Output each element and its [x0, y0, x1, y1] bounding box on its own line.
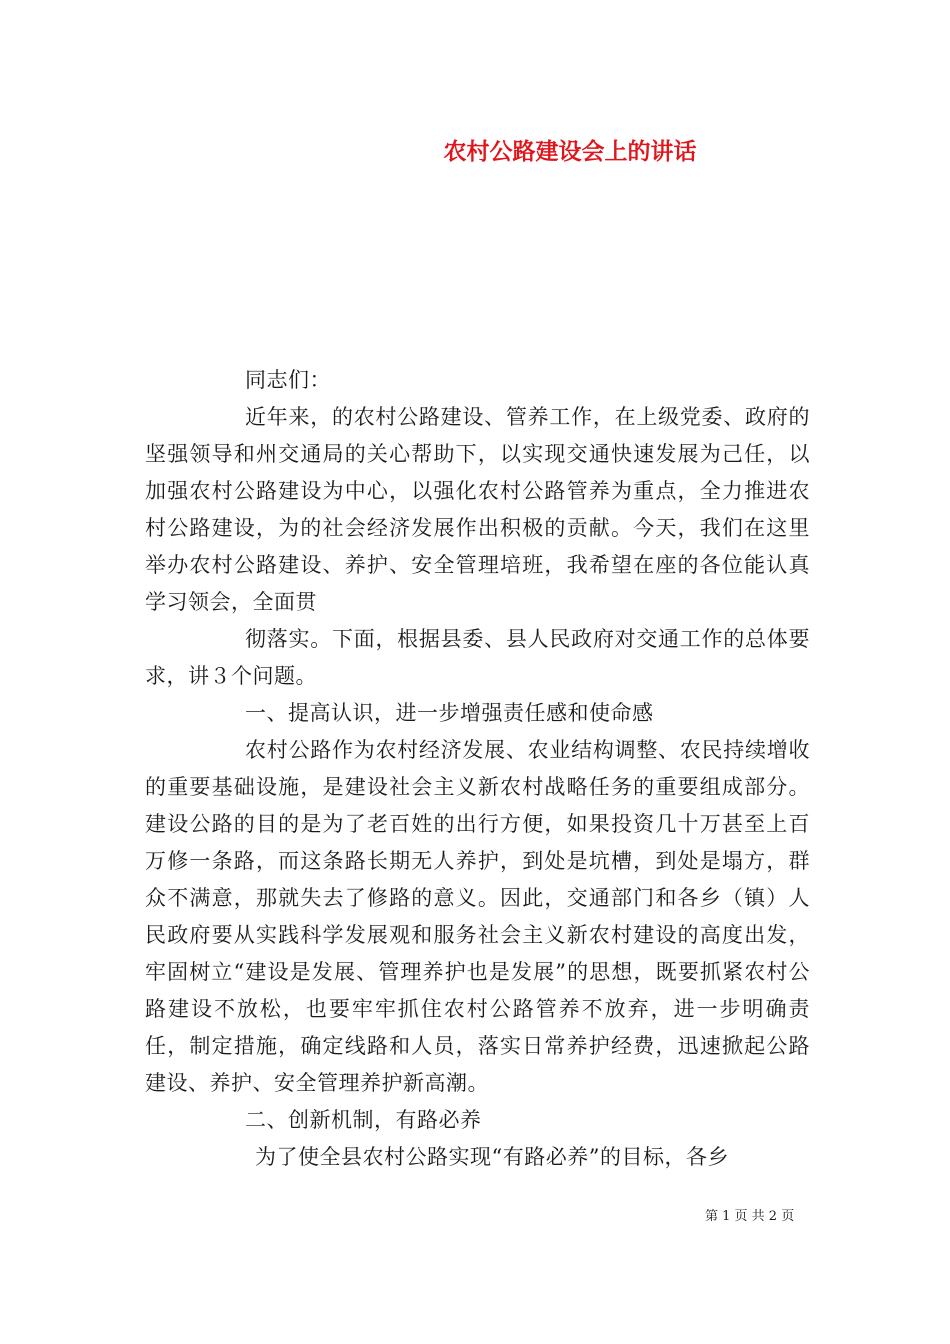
- section-heading-2: 二、创新机制，有路必养: [245, 1108, 482, 1132]
- salutation: 同志们：: [245, 368, 331, 392]
- paragraph-transition: 彻落实。下面，根据县委、县人民政府对交通工作的总体要求，讲３个问题。: [145, 627, 810, 688]
- document-body: [145, 362, 810, 1176]
- page-title: 农村公路建设会上的讲话: [443, 138, 697, 165]
- paragraph-section-2: 为了使全县农村公路实现“有路必养”的目标，各乡: [255, 1145, 729, 1169]
- section-heading-1: 一、提高认识，进一步增强责任感和使命感: [245, 701, 654, 725]
- page-footer: 第 1 页 共 2 页: [705, 1209, 795, 1224]
- paragraph-section-1: 农村公路作为农村经济发展、农业结构调整、农民持续增收的重要基础设施，是建设社会主义新农村战略任务的重要组成部分。建设公路的目的是为了老百姓的出行方便，如果投资几十万甚至上百万修一条路，而这条路长期无人养护，到处是坑槽，到处是塌方，群众不满意，那就失去了修路的意义。因此，交通部门和各乡（镇）人民政府要从实践科学发展观和服务社会主义新农村建设的高度出发，牢固树立“建设是发展、管理养护也是发展”的思想，既要抓紧农村公路建设不放松，也要牢牢抓住农村公路管养不放弃，进一步明确责任，制定措施，确定线路和人员，落实日常养护经费，迅速掀起公路建设、养护、安全管理养护新高潮。: [145, 738, 810, 1095]
- paragraph-intro: 近年来，的农村公路建设、管养工作，在上级党委、政府的坚强领导和州交通局的关心帮助下，以实现交通快速发展为己任，以加强农村公路建设为中心，以强化农村公路管养为重点，全力推进农村公路建设，为的社会经济发展作出积极的贡献。今天，我们在这里举办农村公路建设、养护、安全管理培班，我希望在座的各位能认真学习领会，全面贯: [145, 405, 810, 614]
